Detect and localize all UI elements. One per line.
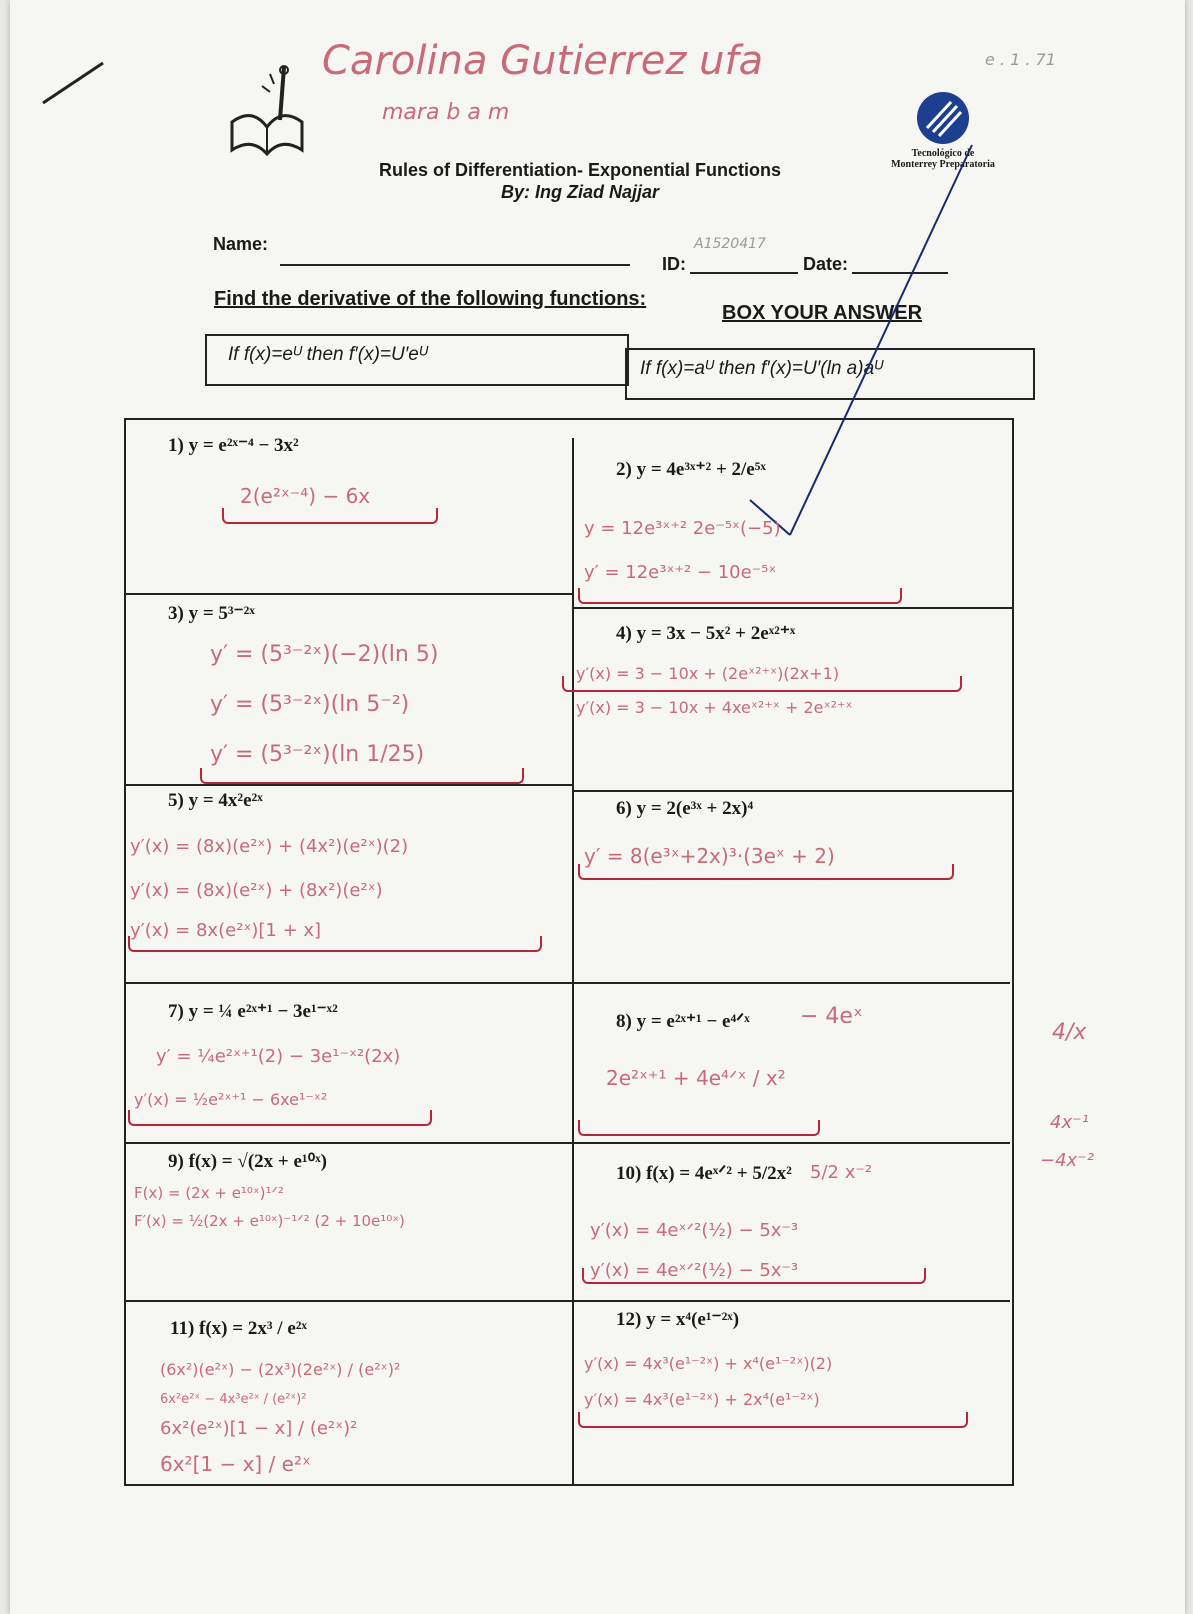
answer-box <box>128 1110 432 1126</box>
problem-3 <box>168 602 255 625</box>
problem-expression: f(x) = 2x³ / e²ˣ <box>199 1318 307 1339</box>
problem-number: 2) <box>616 459 632 480</box>
byline: By: Ing Ziad Najjar <box>500 182 660 202</box>
id-label: ID: <box>662 254 686 274</box>
problem-expression: y = x⁴(e¹⁻²ˣ) <box>646 1309 740 1330</box>
grid-divider <box>572 438 574 1484</box>
answer-box <box>562 676 962 692</box>
work-line: y′ = 12e³ˣ⁺² − 10e⁻⁵ˣ <box>584 562 777 583</box>
problem-1 <box>168 434 299 457</box>
date-label: Date: <box>803 254 849 274</box>
work-line: 5/2 x⁻² <box>810 1162 873 1183</box>
problem-5 <box>168 790 263 812</box>
problem-expression: y = ¼ e²ˣ⁺¹ − 3e¹⁻ˣ² <box>188 1001 338 1022</box>
problem-11 <box>170 1318 307 1340</box>
instruction-text: Find the derivative of the following functions: <box>214 288 647 310</box>
student-name: Carolina Gutierrez ufa <box>322 38 764 84</box>
problem-number: 8) <box>616 1011 632 1032</box>
id-value: A1520417 <box>694 236 766 252</box>
box-answer-note: BOX YOUR ANSWER <box>722 302 923 324</box>
student-name-sub: mara b a m <box>382 100 510 125</box>
margin-note: −4x⁻² <box>1040 1150 1094 1171</box>
problem-expression: y = 4x²e²ˣ <box>188 790 263 811</box>
problem-10 <box>616 1162 792 1185</box>
answer-box <box>582 1268 926 1284</box>
answer-box <box>128 936 542 952</box>
problem-number: 4) <box>616 623 632 644</box>
work-line: y′(x) = 4eˣᐟ²(½) − 5x⁻³ <box>590 1220 799 1241</box>
work-line: F′(x) = ½(2x + e¹⁰ˣ)⁻¹ᐟ² (2 + 10e¹⁰ˣ) <box>134 1212 405 1230</box>
work-line: y′(x) = (8x)(e²ˣ) + (8x²)(e²ˣ) <box>130 880 383 901</box>
work-line: y′ = (5³⁻²ˣ)(−2)(ln 5) <box>210 642 439 667</box>
work-line: F(x) = (2x + e¹⁰ˣ)¹ᐟ² <box>134 1184 284 1202</box>
worksheet-page <box>10 0 1185 1614</box>
book-doodle-icon <box>222 62 312 162</box>
answer-box <box>222 508 438 524</box>
problem-number: 3) <box>168 603 184 624</box>
corner-note: e . 1 . 71 <box>985 50 1056 69</box>
work-line: 6x²[1 − x] / e²ˣ <box>160 1452 311 1476</box>
work-line: y′(x) = (8x)(e²ˣ) + (4x²)(e²ˣ)(2) <box>130 836 409 857</box>
problem-number: 1) <box>168 435 184 456</box>
problem-4 <box>616 622 795 645</box>
work-line: y′(x) = ½e²ˣ⁺¹ − 6xe¹⁻ˣ² <box>134 1090 328 1109</box>
rule-exp-a: If f(x)=aᵁ then f′(x)=U′(ln a)aᵁ <box>640 358 883 379</box>
check-mark-icon <box>38 58 108 108</box>
problem-number: 11) <box>170 1318 195 1339</box>
work-line: 6x²e²ˣ − 4x³e²ˣ / (e²ˣ)² <box>160 1392 307 1407</box>
work-line: y′ = (5³⁻²ˣ)(ln 5⁻²) <box>210 692 410 717</box>
row-line-right-1 <box>572 607 1012 609</box>
work-line: y′(x) = 4x³(e¹⁻²ˣ) + 2x⁴(e¹⁻²ˣ) <box>584 1390 820 1409</box>
problem-number: 7) <box>168 1001 184 1022</box>
work-line: y′ = (5³⁻²ˣ)(ln 1/25) <box>210 742 425 767</box>
work-line: y′ = 8(e³ˣ+2x)³·(3eˣ + 2) <box>584 844 835 868</box>
problem-8 <box>616 1010 750 1033</box>
name-line[interactable] <box>280 264 630 266</box>
row-line-4 <box>124 1142 1010 1144</box>
row-line-5 <box>124 1300 1010 1302</box>
problem-9 <box>168 1150 327 1173</box>
work-line: y = 12e³ˣ⁺² 2e⁻⁵ˣ(−5) <box>584 518 781 539</box>
problem-expression: y = 5³⁻²ˣ <box>188 603 255 624</box>
problem-6 <box>616 798 753 820</box>
problem-number: 9) <box>168 1151 184 1172</box>
work-line: 2e²ˣ⁺¹ + 4e⁴ᐟˣ / x² <box>606 1066 786 1090</box>
problem-number: 12) <box>616 1309 642 1330</box>
problem-12 <box>616 1308 739 1331</box>
answer-box <box>578 588 902 604</box>
work-line: 2(e²ˣ⁻⁴) − 6x <box>240 484 371 508</box>
problem-number: 10) <box>616 1163 642 1184</box>
logo-text: Tecnológico de Monterrey Preparatoria <box>891 148 995 170</box>
problem-2 <box>616 458 766 481</box>
problem-expression: y = 4e³ˣ⁺² + 2/e⁵ˣ <box>636 459 766 480</box>
work-line: y′(x) = 3 − 10x + 4xeˣ²⁺ˣ + 2eˣ²⁺ˣ <box>576 698 853 717</box>
problem-expression: y = 3x − 5x² + 2eˣ²⁺ˣ <box>636 623 796 644</box>
work-line: y′(x) = 8x(e²ˣ)[1 + x] <box>130 920 322 941</box>
page-title: Rules of Differentiation- Exponential Functions <box>378 160 781 180</box>
problem-number: 5) <box>168 790 184 811</box>
answer-box <box>200 768 524 784</box>
answer-box <box>578 1120 820 1136</box>
problem-number: 6) <box>616 798 632 819</box>
work-line: 6x²(e²ˣ)[1 − x] / (e²ˣ)² <box>160 1418 358 1439</box>
margin-note: 4/x <box>1052 1020 1087 1045</box>
work-line: y′(x) = 4x³(e¹⁻²ˣ) + x⁴(e¹⁻²ˣ)(2) <box>584 1354 833 1373</box>
row-line-left-2 <box>124 784 572 786</box>
problem-expression: f(x) = √(2x + e¹⁰ˣ) <box>188 1151 327 1172</box>
work-line: (6x²)(e²ˣ) − (2x³)(2e²ˣ) / (e²ˣ)² <box>160 1360 401 1379</box>
name-label: Name: <box>213 234 269 254</box>
row-line-3 <box>124 982 1010 984</box>
work-line: − 4eˣ <box>800 1004 863 1029</box>
work-line: y′ = ¼e²ˣ⁺¹(2) − 3e¹⁻ˣ²(2x) <box>156 1046 401 1067</box>
margin-note: 4x⁻¹ <box>1050 1112 1089 1133</box>
problem-7 <box>168 1000 338 1023</box>
problem-expression: y = e²ˣ⁺¹ − e⁴ᐟˣ <box>636 1011 750 1032</box>
answer-box <box>578 1412 968 1428</box>
row-line-right-2 <box>572 790 1012 792</box>
problem-expression: f(x) = 4eˣᐟ² + 5/2x² <box>646 1163 792 1184</box>
rule-exp-e: If f(x)=eᵁ then f′(x)=U′eᵁ <box>228 344 428 365</box>
problem-expression: y = e²ˣ⁻⁴ − 3x² <box>188 435 299 456</box>
tec-logo-icon <box>915 90 971 146</box>
problem-expression: y = 2(e³ˣ + 2x)⁴ <box>636 798 754 819</box>
answer-box <box>578 864 954 880</box>
work-line: y′(x) = 4eˣᐟ²(½) − 5x⁻³ <box>590 1260 799 1281</box>
work-line: y′(x) = 3 − 10x + (2eˣ²⁺ˣ)(2x+1) <box>576 664 840 683</box>
row-line-left-1 <box>124 593 572 595</box>
